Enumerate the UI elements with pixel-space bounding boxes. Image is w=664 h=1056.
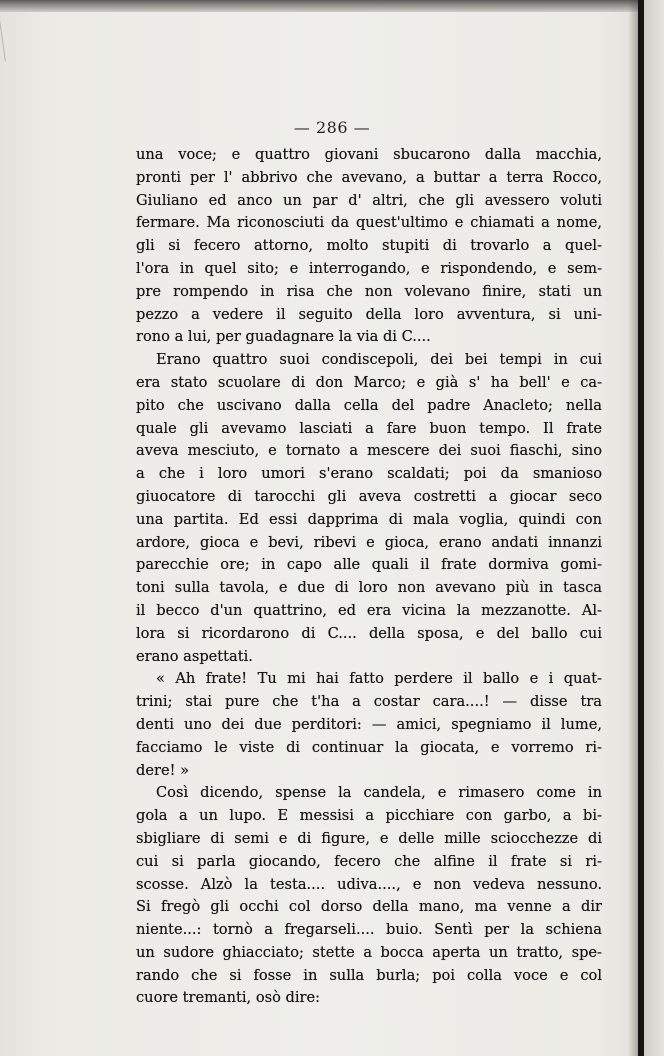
text-line: erano aspettati. [136, 647, 253, 665]
text-line: facciamo le viste di continuar la giocata, e vorremo ri- [136, 738, 602, 756]
text-line: una partita. Ed essi dapprima di mala voglia, quindi con [136, 510, 602, 528]
text-line: rono a lui, per guadagnare la via di C.... [136, 328, 431, 346]
text-line: cuore tremanti, osò dire: [136, 989, 321, 1007]
text-line: denti uno dei due perditori: — amici, spegniamo il lume, [136, 715, 602, 733]
gutter-shadow [628, 0, 638, 1056]
text-line: pre rompendo in risa che non volevano finire, stati un [136, 282, 602, 300]
text-line: una voce; e quattro giovani sbucarono dalla macchia, [136, 146, 602, 163]
text-line: l'ora in quel sito; e interrogando, e rispondendo, e sem- [136, 259, 602, 277]
body-text [136, 144, 602, 1010]
text-line: pezzo a vedere il seguito della loro avventura, si uni- [136, 305, 602, 323]
text-line: ardore, gioca e bevi, ribevi e gioca, erano andati innanzi [136, 533, 602, 551]
text-line: sbigliare di semi e di figure, e delle mille sciocchezze di [136, 829, 602, 847]
margin-mark [0, 19, 24, 61]
text-line: « Ah frate! Tu mi hai fatto perdere il ballo e i quat- [156, 670, 602, 688]
text-line: fermare. Ma riconosciuti da quest'ultimo e chiamati a nome, [136, 214, 602, 232]
page-number: — 286 — [293, 118, 371, 137]
text-line: cui si parla giocando, fecero che alfine il frate si ri- [136, 852, 602, 870]
text-line: era stato scuolare di don Marco; e già s' ha bell' e ca- [136, 373, 602, 391]
text-line: un sudore ghiacciato; stette a bocca aperta un tratto, spe- [136, 943, 602, 961]
text-line: giuocatore di tarocchi gli aveva costretti a giocar seco [136, 487, 602, 505]
text-line: Giuliano ed anco un par d' altri, che gli avessero voluti [136, 191, 602, 209]
text-line: lora si ricordarono di C.... della sposa, e del ballo cui [136, 624, 602, 642]
text-line: a che i loro umori s'erano scaldati; poi da smanioso [136, 465, 602, 483]
text-line: Si fregò gli occhi col dorso della mano, ma venne a dir [136, 898, 602, 916]
text-line: parecchie ore; in capo alle quali il frate dormiva gomi- [136, 556, 602, 574]
page-top-edge [0, 0, 664, 12]
scan-margin [644, 0, 664, 1056]
text-line: trini; stai pure che t'ha a costar cara....! — disse tra [136, 693, 602, 711]
text-line: quale gli avevamo lasciati a fare buon tempo. Il frate [136, 419, 602, 437]
text-line: dere! » [136, 761, 190, 779]
text-line: pronti per l' abbrivo che avevano, a buttar a terra Rocco, [136, 168, 602, 186]
text-line: Così dicendo, spense la candela, e rimasero come in [156, 784, 602, 802]
text-line: niente...: tornò a fregarseli.... buio. Sentì per la schiena [136, 921, 602, 939]
text-line: toni sulla tavola, e due di loro non avevano più in tasca [136, 579, 602, 597]
text-line: scosse. Alzò la testa.... udiva...., e non vedeva nessuno. [136, 875, 602, 893]
text-line: gli si fecero attorno, molto stupiti di trovarlo a quel- [136, 237, 602, 255]
text-line: gola a un lupo. E messisi a picchiare con garbo, a bi- [136, 807, 602, 825]
text-line: rando che si fosse in sulla burla; poi colla voce e col [136, 966, 602, 984]
text-line: pito che uscivano dalla cella del padre Anacleto; nella [136, 396, 602, 414]
text-line: Erano quattro suoi condiscepoli, dei bei tempi in cui [156, 351, 602, 369]
text-line: il becco d'un quattrino, ed era vicina la mezzanotte. Al- [136, 601, 602, 619]
text-line: aveva mesciuto, e tornato a mescere dei suoi fiaschi, sino [136, 442, 602, 460]
